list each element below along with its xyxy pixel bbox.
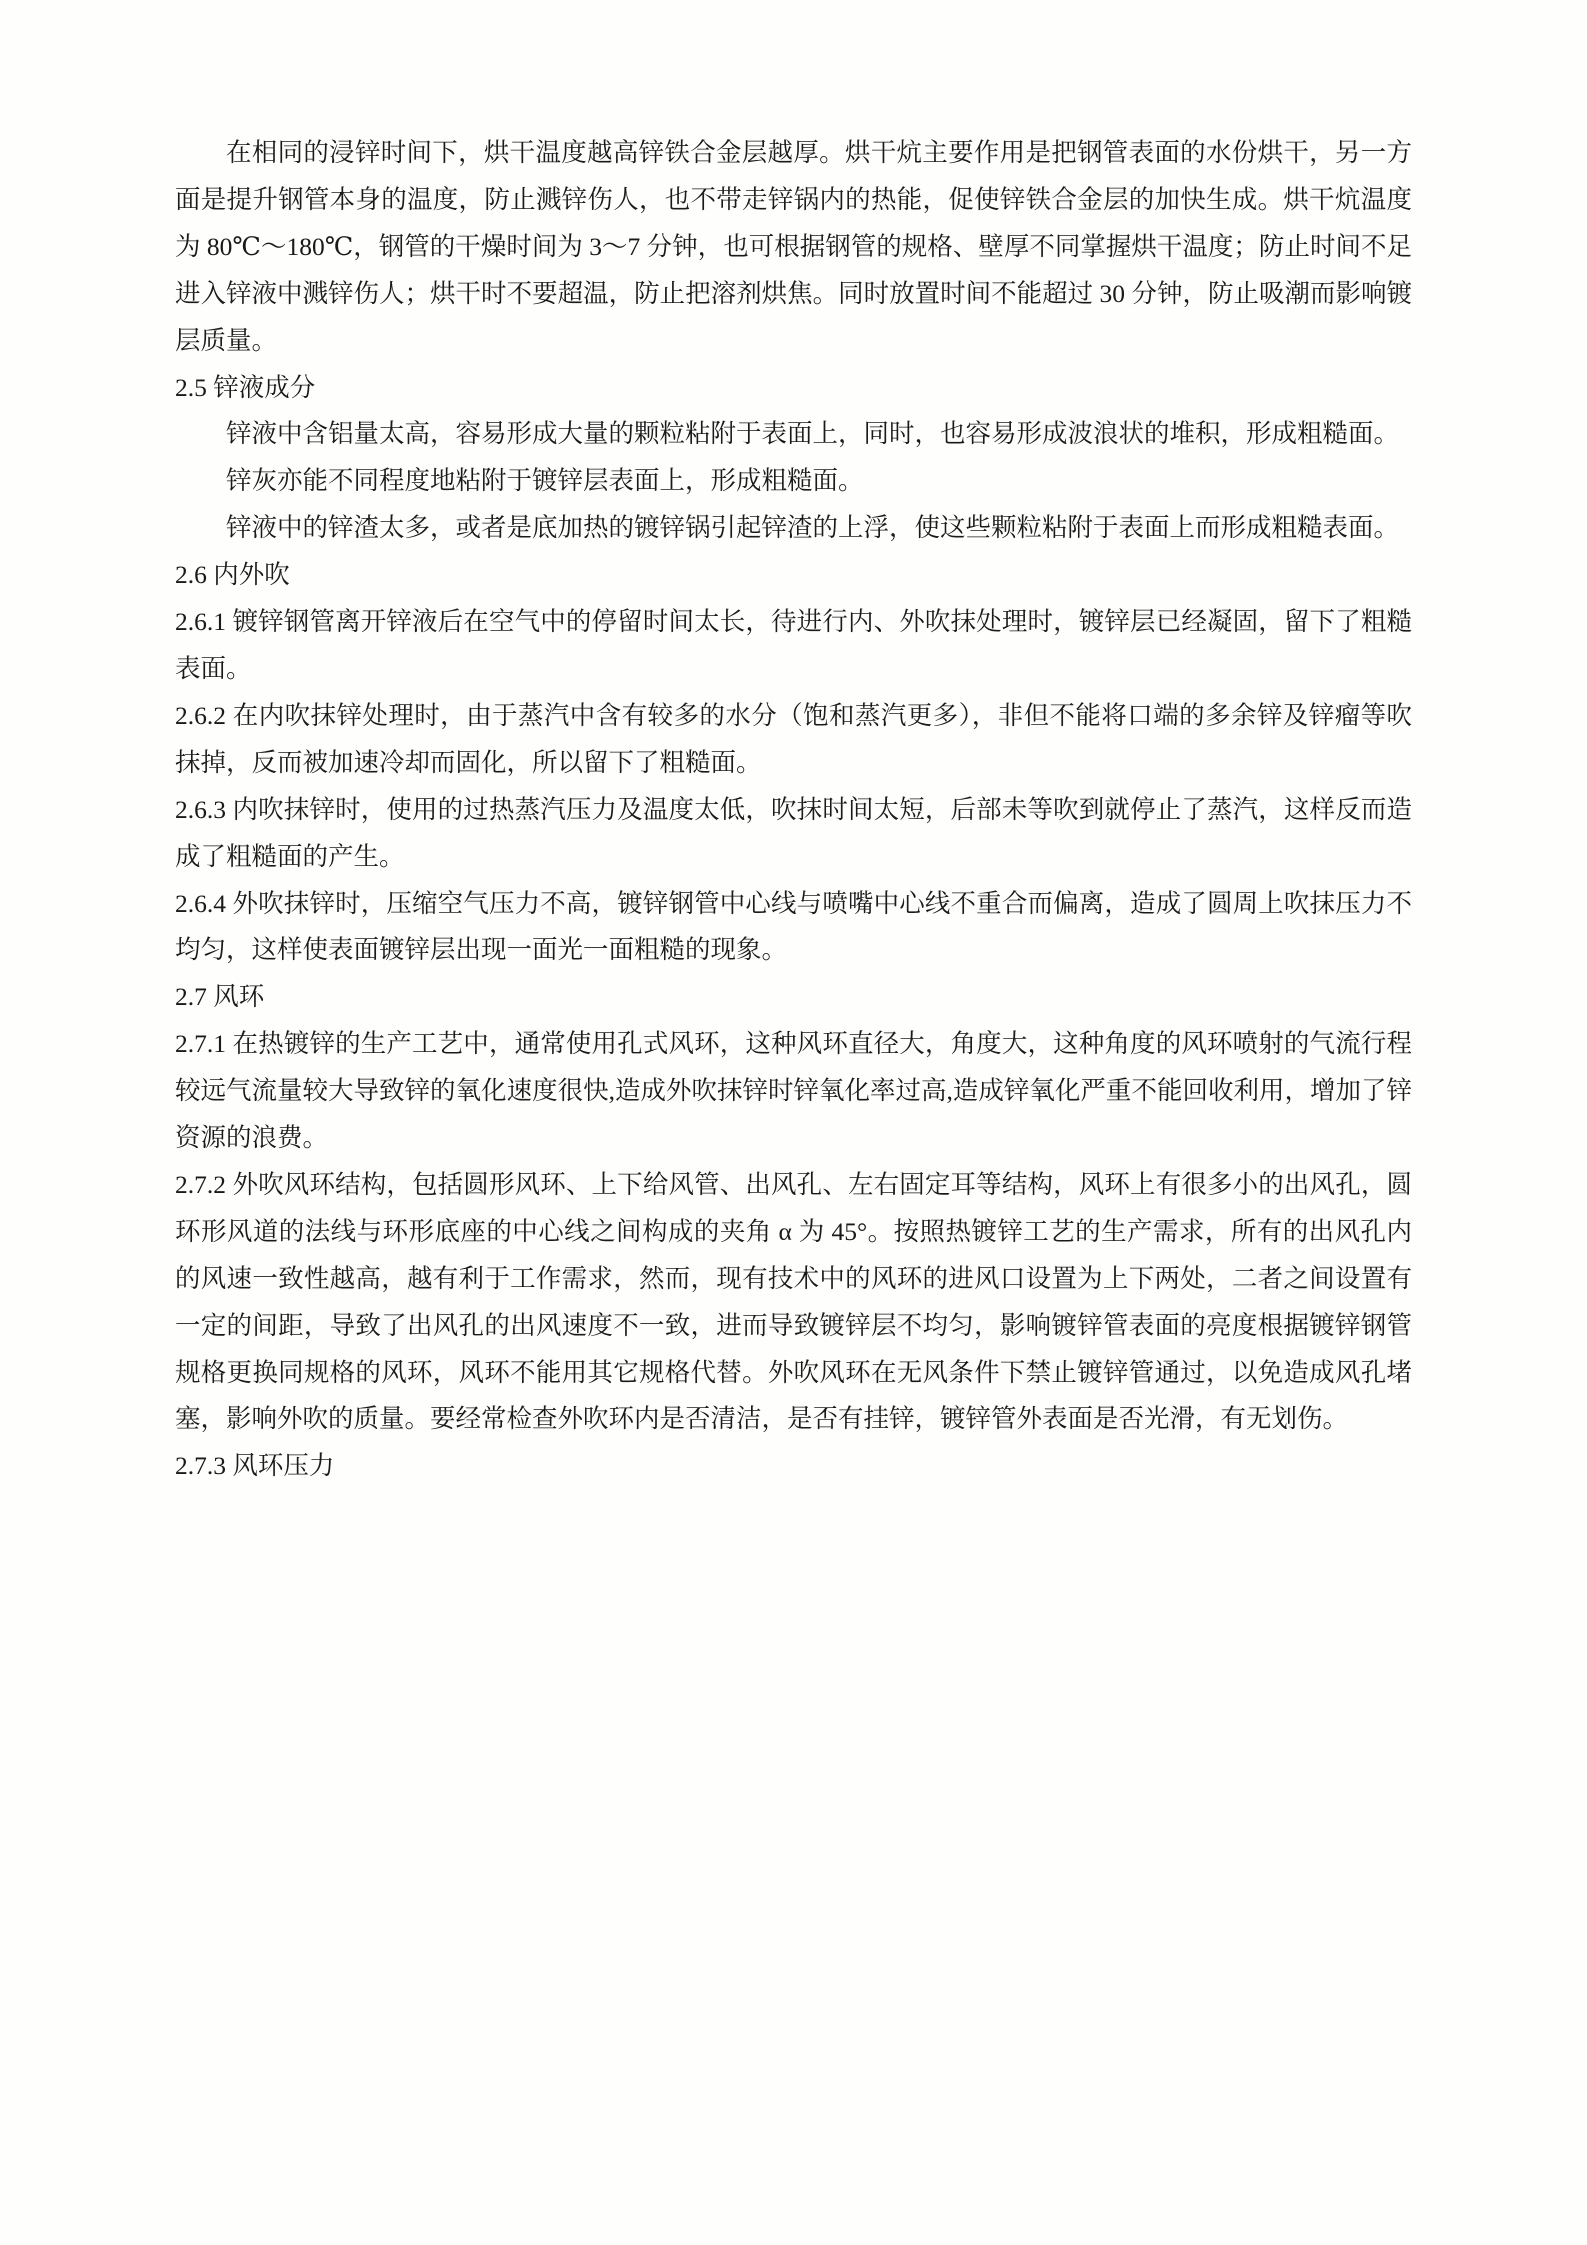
heading-2-7: 2.7 风环	[175, 982, 265, 1012]
paragraph-drying-temp: 在相同的浸锌时间下，烘干温度越高锌铁合金层越厚。烘干炕主要作用是把钢管表面的水份烘干，另一方面是提升钢管本身的温度，防止溅锌伤人，也不带走锌锅内的热能，促使锌铁合金层的加快生成。烘干炕温度为 80℃～180℃，钢管的干燥时间为 3～7 分钟，也可根据钢管的规格、壁厚不同掌握烘干温度；防止时间不足进入锌液中溅锌伤人；烘干时不要超温，防止把溶剂烘焦。同时放置时间不能超过 30 分钟，防止吸潮而影响镀层质量。	[175, 138, 1412, 355]
heading-2-5: 2.5 锌液成分	[175, 372, 316, 402]
paragraph-2-5-2: 锌灰亦能不同程度地粘附于镀锌层表面上，形成粗糙面。	[226, 466, 864, 496]
heading-2-7-3: 2.7.3 风环压力	[175, 1451, 335, 1481]
paragraph-2-6-2: 2.6.2 在内吹抹锌处理时，由于蒸汽中含有较多的水分（饱和蒸汽更多），非但不能将口端的多余锌及锌瘤等吹抹掉，反而被加速冷却而固化，所以留下了粗糙面。	[175, 700, 1412, 777]
paragraph-2-6-4: 2.6.4 外吹抹锌时，压缩空气压力不高，镀锌钢管中心线与喷嘴中心线不重合而偏离，造成了圆周上吹抹压力不均匀，这样使表面镀锌层出现一面光一面粗糙的现象。	[175, 888, 1412, 965]
paragraph-2-5-3: 锌液中的锌渣太多，或者是底加热的镀锌锅引起锌渣的上浮，使这些颗粒粘附于表面上而形成粗糙表面。	[226, 513, 1400, 543]
paragraph-2-5-1: 锌液中含铝量太高，容易形成大量的颗粒粘附于表面上，同时，也容易形成波浪状的堆积，形成粗糙面。	[226, 419, 1400, 449]
paragraph-2-6-1: 2.6.1 镀锌钢管离开锌液后在空气中的停留时间太长，待进行内、外吹抹处理时，镀锌层已经凝固，留下了粗糙表面。	[175, 607, 1412, 683]
heading-2-6: 2.6 内外吹	[175, 560, 290, 590]
paragraph-2-6-3: 2.6.3 内吹抹锌时，使用的过热蒸汽压力及温度太低，吹抹时间太短，后部未等吹到就停止了蒸汽，这样反而造成了粗糙面的产生。	[175, 794, 1412, 871]
paragraph-2-7-1: 2.7.1 在热镀锌的生产工艺中，通常使用孔式风环，这种风环直径大，角度大，这种角度的风环喷射的气流行程较远气流量较大导致锌的氧化速度很快,造成外吹抹锌时锌氧化率过高,造成锌氧化严重不能回收利用，增加了锌资源的浪费。	[175, 1029, 1412, 1153]
paragraph-2-7-2: 2.7.2 外吹风环结构，包括圆形风环、上下给风管、出风孔、左右固定耳等结构，风环上有很多小的出风孔，圆环形风道的法线与环形底座的中心线之间构成的夹角 α 为 45°。按照热镀锌工艺的生产需求，所有的出风孔内的风速一致性越高，越有利于工作需求，然而，现有技术中的风环的进风口设置为上下两处，二者之间设置有一定的间距，导致了出风孔的出风速度不一致，进而导致镀锌层不均匀，影响镀锌管表面的亮度根据镀锌钢管规格更换同规格的风环，风环不能用其它规格代替。外吹风环在无风条件下禁止镀锌管通过，以免造成风孔堵塞，影响外吹的质量。要经常检查外吹环内是否清洁，是否有挂锌，镀锌管外表面是否光滑，有无划伤。	[175, 1169, 1412, 1434]
document-body	[175, 130, 1412, 1490]
